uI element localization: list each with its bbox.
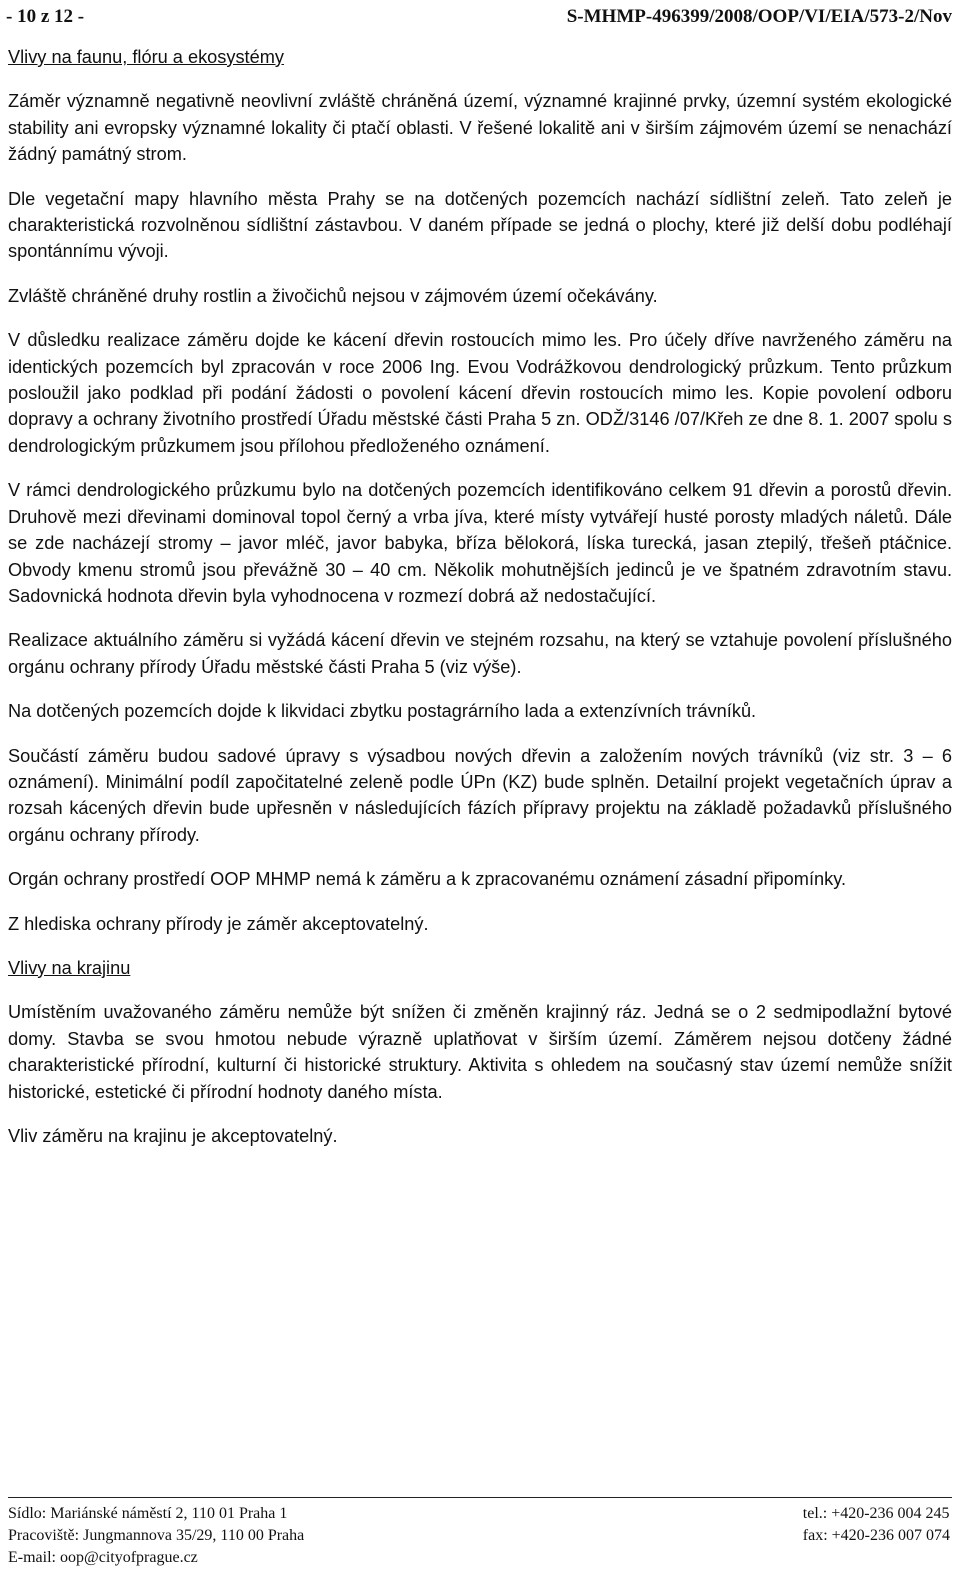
page-header — [6, 6, 952, 32]
paragraph: Orgán ochrany prostředí OOP MHMP nemá k záměru a k zpracovanému oznámení zásadní připomínky. — [8, 869, 847, 890]
paragraph: V důsledku realizace záměru dojde ke kácení dřevin rostoucích mimo les. Pro účely dříve navrženého záměru na identických pozemcích byl zpracován v roce 2006 Ing. Evou Vodrážkovou dendrologický průzkum. Tento průzkum posloužil jako podklad při podání žádosti o povolení kácení dřevin rostoucích mimo les. Kopie povolení odboru dopravy a ochrany životního prostředí Úřadu městské části Praha 5 zn. ODŽ/3146 /07/Křeh ze dne 8. 1. 2007 spolu s dendrologickým průzkumem jsou přílohou předloženého oznámení. — [8, 330, 952, 456]
footer-phone: tel.: +420-236 004 245 — [802, 1505, 950, 1522]
paragraph: Na dotčených pozemcích dojde k likvidaci zbytku postagrárního lada a extenzívních trávníků. — [8, 701, 757, 722]
document-body — [8, 44, 952, 1167]
footer-contact-right — [803, 1503, 950, 1547]
section-heading-landscape: Vlivy na krajinu — [8, 957, 131, 978]
reference-number: S-MHMP-496399/2008/OOP/VI/EIA/573-2/Nov — [566, 6, 952, 27]
footer-divider — [8, 1497, 952, 1498]
paragraph: Zvláště chráněné druhy rostlin a živočichů nejsou v zájmovém území očekávány. — [8, 285, 658, 306]
footer-contact-left — [8, 1503, 304, 1569]
section-heading-fauna-flora: Vlivy na faunu, flóru a ekosystémy — [8, 47, 284, 67]
paragraph: Záměr významně negativně neovlivní zvláště chráněná území, významné krajinné prvky, územní systém ekologické stability ani evropsky významné lokality či ptačí oblasti. V řešené lokalitě ani v širším zájmovém území se nenachází žádný památný strom. — [8, 91, 952, 165]
footer-fax: fax: +420-236 007 074 — [802, 1527, 950, 1544]
paragraph: V rámci dendrologického průzkumu bylo na dotčených pozemcích identifikováno celkem 91 dřevin a porostů dřevin. Druhově mezi dřevinami dominoval topol černý a vrba jíva, které místy vytvářejí husté porosty mladých náletů. Dále se zde nacházejí stromy – javor mléč, javor babyka, bříza bělokorá, líska turecká, jasan ztepilý, třešeň ptáčnice. Obvody kmenu stromů jsou převážně 30 – 40 cm. Několik mohutnějších jedinců je ve špatném zdravotním stavu. Sadovnická hodnota dřevin byla vyhodnocena v rozmezí dobrá až nedostačující. — [8, 480, 952, 606]
paragraph: Z hlediska ochrany přírody je záměr akceptovatelný. — [8, 913, 429, 934]
footer-email: E-mail: oop@cityofprague.cz — [8, 1549, 198, 1566]
paragraph: Dle vegetační mapy hlavního města Prahy se na dotčených pozemcích nachází sídlištní zeleň. Tato zeleň je charakteristická rozvolněnou sídlištní zástavbou. V daném případe se jedná o plochy, které již delší dobu podléhají spontánnímu vývoji. — [8, 188, 952, 262]
footer-address: Sídlo: Mariánské náměstí 2, 110 01 Praha 1 — [8, 1505, 288, 1522]
paragraph: Součástí záměru budou sadové úpravy s výsadbou nových dřevin a založením nových trávníků (viz str. 3 – 6 oznámení). Minimální podíl započitatelné zeleně podle ÚPn (KZ) bude splněn. Detailní projekt vegetačních úprav a rozsah kácených dřevin bude upřesněn v následujících fázích přípravy projektu na základě požadavků příslušného orgánu ochrany přírody. — [8, 745, 952, 845]
paragraph: Vliv záměru na krajinu je akceptovatelný. — [8, 1126, 338, 1146]
paragraph: Umístěním uvažovaného záměru nemůže být snížen či změněn krajinný ráz. Jedná se o 2 sedmipodlažní bytové domy. Stavba se svou hmotou nebude výrazně uplatňovat v širším území. Záměrem nejsou dotčeny žádné charakteristické přírodní, kulturní či historické struktury. Aktivita s ohledem na současný stav území nemůže snížit historické, estetické či přírodní hodnoty daného místa. — [8, 1002, 952, 1102]
paragraph: Realizace aktuálního záměru si vyžádá kácení dřevin ve stejném rozsahu, na který se vztahuje povolení příslušného orgánu ochrany přírody Úřadu městské části Praha 5 (viz výše). — [8, 630, 952, 677]
page-number: - 10 z 12 - — [6, 6, 85, 27]
footer-workplace: Pracoviště: Jungmannova 35/29, 110 00 Praha — [8, 1527, 305, 1544]
